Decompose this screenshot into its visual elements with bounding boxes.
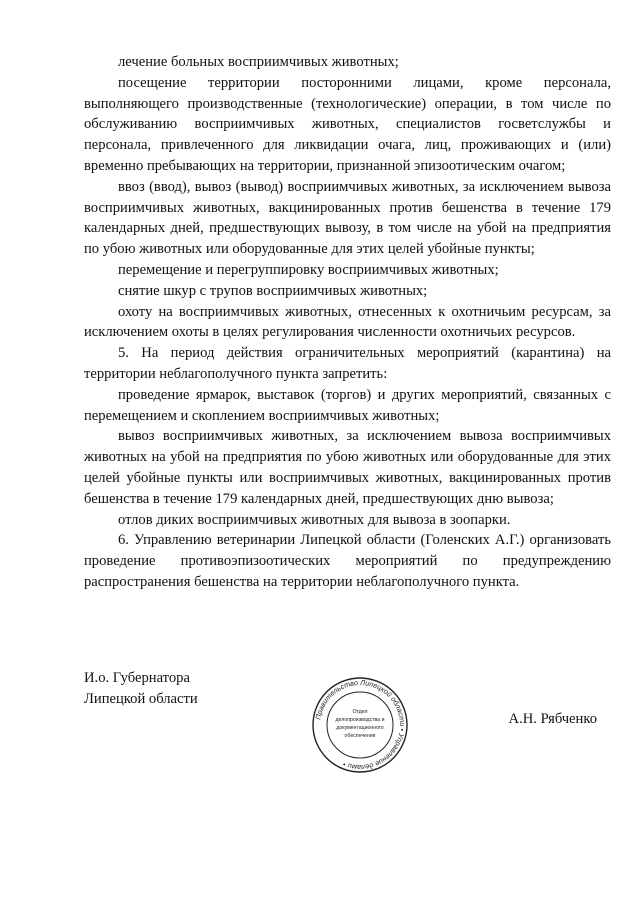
signatory-position-line: Липецкой области <box>84 690 198 707</box>
stamp-outer-text: Правительство Липецкой области • Управление делами • <box>313 677 408 773</box>
paragraph: вывоз восприимчивых животных, за исключением вывоза восприимчивых животных на убой на предприятия по убою животных или оборудованные для этих целей убойные пункты или восприимчивых животных, вакцинированных против бешенства в течение 179 календарных дней, предшествующих дню вывоза; <box>84 428 611 507</box>
paragraph: 5. На период действия ограничительных мероприятий (карантина) на территории неблагополучного пункта запретить: <box>84 345 611 382</box>
paragraph: отлов диких восприимчивых животных для вывоза в зоопарки. <box>118 511 511 528</box>
stamp-inner-line: обеспечения <box>344 733 376 739</box>
paragraph: ввоз (ввод), вывоз (вывод) восприимчивых животных, за исключением вывоза восприимчивых животных, вакцинированных против бешенства в течение 179 календарных дней, предшествующих вывозу, в том числе на убой на предприятия по убою животных или оборудованные для этих целей убойные пункты; <box>84 178 611 258</box>
stamp-inner-line: документационного <box>336 725 384 731</box>
paragraph: 6. Управлению ветеринарии Липецкой области (Голенских А.Г.) организовать проведение противоэпизоотических мероприятий по предупреждению распространения бешенства на территории неблагополучного пункта. <box>84 532 611 590</box>
paragraph: охоту на восприимчивых животных, отнесенных к охотничьим ресурсам, за исключением охоты в целях регулирования численности охотничьих ресурсов. <box>84 303 611 341</box>
stamp-inner-line: делопроизводства и <box>335 717 385 723</box>
document-body <box>84 52 611 593</box>
signatory-name: А.Н. Рябченко <box>508 711 597 727</box>
official-stamp <box>310 675 410 775</box>
paragraph: снятие шкур с трупов восприимчивых животных; <box>118 282 428 299</box>
signatory-position <box>84 668 198 710</box>
paragraph: перемещение и перегруппировку восприимчивых животных; <box>118 261 499 278</box>
signatory-position-line: И.о. Губернатора <box>84 670 190 686</box>
paragraph: проведение ярмарок, выставок (торгов) и других мероприятий, связанных с перемещением и скоплением восприимчивых животных; <box>84 386 611 424</box>
paragraph: посещение территории посторонними лицами, кроме персонала, выполняющего производственные (технологические) операции, в том числе по обслуживанию восприимчивых животных, специалистов госветслужбы и персонала, привлеченного для ликвидации очага, лиц, проживающих и (или) временно пребывающих на территории, признанной эпизоотическим очагом; <box>84 74 611 174</box>
paragraph: лечение больных восприимчивых животных; <box>118 54 399 70</box>
stamp-inner-line: Отдел <box>352 709 368 715</box>
